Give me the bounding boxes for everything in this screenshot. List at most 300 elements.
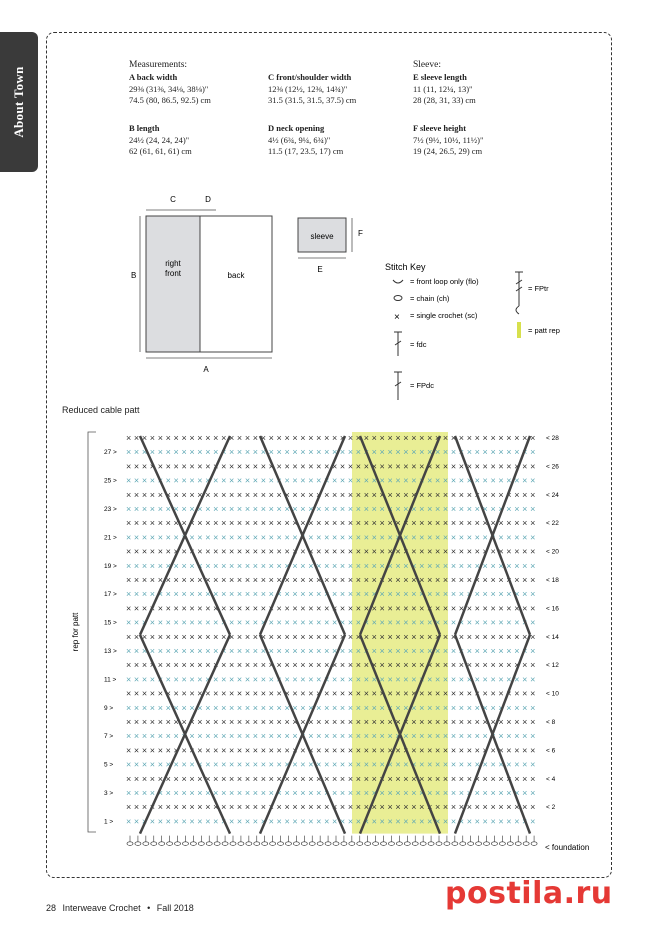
svg-text:×: × [411,518,417,529]
svg-text:×: × [260,532,266,543]
svg-text:×: × [244,489,251,500]
svg-text:×: × [221,589,227,600]
svg-text:×: × [316,631,322,642]
svg-text:×: × [141,575,148,585]
svg-text:×: × [292,660,298,671]
svg-text:×: × [442,461,449,472]
svg-text:×: × [522,518,528,529]
svg-text:×: × [482,575,488,585]
svg-text:×: × [450,816,457,827]
svg-text:×: × [332,660,338,671]
svg-text:×: × [387,518,393,529]
svg-text:×: × [181,518,187,529]
svg-text:×: × [474,660,480,671]
svg-text:×: × [324,504,330,514]
svg-text:×: × [316,702,322,713]
svg-text:×: × [347,447,354,458]
svg-text:×: × [506,731,512,742]
svg-text:×: × [308,816,314,827]
svg-text:×: × [403,802,409,813]
svg-text:×: × [308,489,314,500]
svg-text:×: × [395,560,401,571]
svg-text:×: × [284,702,290,713]
svg-text:×: × [379,489,385,500]
svg-text:×: × [133,589,140,600]
svg-text:×: × [514,617,520,628]
svg-text:×: × [506,433,512,443]
svg-text:×: × [442,773,449,784]
svg-text:×: × [387,603,393,614]
svg-text:×: × [300,773,306,784]
svg-text:×: × [403,702,409,713]
svg-text:×: × [126,773,132,784]
svg-text:×: × [141,802,148,813]
svg-text:×: × [197,447,203,458]
svg-text:×: × [221,504,227,514]
svg-text:×: × [236,603,243,614]
svg-text:×: × [403,631,409,642]
svg-text:×: × [395,788,401,798]
svg-text:×: × [229,688,235,699]
svg-text:×: × [411,745,417,756]
svg-text:×: × [355,646,362,656]
svg-text:×: × [189,702,195,713]
svg-text:×: × [197,731,203,742]
label-e: E [317,265,323,274]
svg-text:×: × [387,731,393,742]
svg-text:×: × [276,631,282,642]
svg-text:×: × [292,788,298,798]
svg-text:×: × [522,603,528,614]
svg-text:×: × [284,745,290,756]
svg-text:×: × [466,660,472,671]
svg-text:×: × [347,688,354,699]
svg-text:×: × [221,603,227,614]
svg-text:×: × [197,688,203,699]
svg-text:×: × [514,745,520,756]
svg-text:×: × [308,546,314,557]
svg-text:×: × [308,532,314,543]
svg-text:×: × [395,575,401,585]
svg-text:×: × [205,504,211,514]
svg-text:×: × [252,518,259,529]
svg-text:×: × [133,447,140,458]
svg-text:×: × [522,631,528,642]
svg-text:×: × [189,603,195,614]
svg-text:×: × [229,560,235,571]
svg-text:×: × [229,589,235,600]
svg-text:×: × [371,631,377,642]
svg-text:×: × [284,773,290,784]
svg-text:×: × [221,788,227,798]
chart-title: Reduced cable patt [62,405,140,415]
svg-text:×: × [149,788,156,798]
svg-text:×: × [133,532,140,543]
svg-text:×: × [490,660,496,671]
svg-text:×: × [363,660,369,671]
svg-text:×: × [411,631,417,642]
svg-text:×: × [324,560,330,571]
svg-text:×: × [474,717,480,727]
svg-text:×: × [268,518,274,529]
svg-text:×: × [387,759,393,770]
svg-text:×: × [387,433,393,443]
svg-text:×: × [181,433,187,443]
svg-text:×: × [157,575,163,585]
svg-text:×: × [316,504,322,514]
svg-text:×: × [133,518,140,529]
svg-text:×: × [316,731,322,742]
svg-text:×: × [189,788,195,798]
svg-text:×: × [205,433,211,443]
svg-text:×: × [514,560,520,571]
svg-text:×: × [506,546,512,557]
svg-text:×: × [126,518,132,529]
svg-text:×: × [498,631,504,642]
svg-text:×: × [189,475,195,486]
svg-text:×: × [189,631,195,642]
svg-text:×: × [490,802,496,813]
svg-text:×: × [141,702,148,713]
svg-text:×: × [324,731,330,742]
svg-text:×: × [514,575,520,585]
svg-text:×: × [379,745,385,756]
svg-text:×: × [506,631,512,642]
svg-text:×: × [284,617,290,628]
svg-text:×: × [205,617,211,628]
svg-text:×: × [435,475,441,486]
svg-text:×: × [427,773,433,784]
svg-text:×: × [490,617,496,628]
svg-text:×: × [189,731,195,742]
svg-text:×: × [229,631,235,642]
right-front-label-2: front [164,269,182,278]
svg-text:×: × [268,745,274,756]
svg-text:×: × [165,603,171,614]
svg-text:×: × [268,631,274,642]
chart-row [126,618,535,628]
svg-text:×: × [213,575,219,585]
svg-text:×: × [339,646,346,656]
svg-text:×: × [324,518,330,529]
svg-text:×: × [347,589,354,600]
svg-text:×: × [355,475,362,486]
svg-text:×: × [316,773,322,784]
svg-text:×: × [474,759,480,770]
svg-text:×: × [347,504,354,514]
svg-text:×: × [387,660,393,671]
svg-text:×: × [236,433,243,443]
svg-text:×: × [435,688,441,699]
svg-text:×: × [197,631,203,642]
svg-text:×: × [466,773,472,784]
svg-text:×: × [403,560,409,571]
svg-text:×: × [324,433,330,443]
svg-text:×: × [482,731,488,742]
svg-text:×: × [316,717,322,727]
svg-text:×: × [292,589,298,600]
row-label-right: < 16 [546,605,559,613]
svg-text:×: × [165,759,171,770]
svg-text:×: × [514,546,520,557]
svg-text:×: × [260,702,266,713]
svg-text:×: × [387,816,393,827]
svg-text:×: × [427,745,433,756]
svg-text:×: × [371,475,377,486]
svg-text:×: × [197,646,203,656]
svg-text:×: × [229,802,235,813]
key-chain: = chain (ch) [410,294,450,303]
svg-text:×: × [466,447,472,458]
svg-text:×: × [371,560,377,571]
svg-text:×: × [284,816,290,827]
svg-text:×: × [133,631,140,642]
svg-text:×: × [490,504,496,514]
svg-text:×: × [213,688,219,699]
svg-text:×: × [149,575,156,585]
svg-text:×: × [450,759,457,770]
row-label-right: < 20 [546,548,559,556]
svg-text:×: × [141,560,148,571]
svg-text:×: × [371,759,377,770]
svg-text:×: × [490,646,496,656]
svg-text:×: × [490,759,496,770]
svg-text:×: × [332,589,338,600]
svg-text:×: × [482,447,488,458]
svg-text:×: × [229,461,235,472]
svg-text:×: × [189,504,195,514]
svg-text:×: × [213,603,219,614]
svg-text:×: × [244,603,251,614]
svg-text:×: × [300,560,306,571]
svg-text:×: × [490,688,496,699]
svg-text:×: × [126,560,132,571]
svg-text:×: × [506,475,512,486]
svg-text:×: × [530,603,536,614]
svg-text:×: × [284,688,290,699]
svg-text:×: × [435,504,441,514]
svg-text:×: × [165,504,171,514]
svg-text:×: × [482,802,488,813]
svg-text:×: × [252,560,259,571]
svg-text:×: × [339,532,346,543]
svg-text:×: × [490,575,496,585]
svg-text:×: × [221,731,227,742]
svg-text:×: × [474,603,480,614]
svg-text:×: × [474,518,480,529]
svg-text:×: × [450,788,457,798]
svg-text:×: × [284,447,290,458]
svg-text:×: × [244,475,251,486]
svg-text:×: × [466,518,472,529]
svg-text:×: × [126,575,132,585]
svg-text:×: × [363,532,369,543]
svg-text:×: × [284,546,290,557]
svg-text:×: × [371,660,377,671]
svg-text:×: × [157,461,163,472]
chart-row [126,547,535,557]
svg-text:×: × [292,489,298,500]
svg-text:×: × [236,489,243,500]
chart-row [126,561,535,571]
svg-text:×: × [458,560,465,571]
svg-text:×: × [221,532,227,543]
svg-text:×: × [419,745,425,756]
svg-text:×: × [229,646,235,656]
svg-text:×: × [522,489,528,500]
svg-text:×: × [252,717,259,727]
right-front-label-1: right [165,259,181,268]
svg-text:×: × [482,631,488,642]
svg-text:×: × [213,717,219,727]
svg-text:×: × [165,560,171,571]
svg-text:×: × [450,631,457,642]
svg-text:×: × [395,802,401,813]
svg-text:×: × [419,532,425,543]
svg-text:×: × [292,433,298,443]
svg-text:×: × [332,631,338,642]
svg-text:×: × [221,688,227,699]
svg-text:×: × [458,674,465,685]
svg-text:×: × [395,475,401,486]
svg-text:×: × [149,560,156,571]
svg-text:×: × [133,745,140,756]
svg-text:×: × [403,773,409,784]
svg-text:×: × [316,617,322,628]
svg-text:×: × [252,617,259,628]
svg-text:×: × [530,518,536,529]
svg-text:×: × [284,433,290,443]
svg-text:×: × [157,773,163,784]
svg-text:×: × [442,489,449,500]
svg-text:×: × [229,532,235,543]
svg-text:×: × [522,788,528,798]
row-label-right: < 4 [546,775,556,783]
svg-text:×: × [173,816,179,827]
svg-text:×: × [221,433,227,443]
svg-text:×: × [339,674,346,685]
svg-text:×: × [284,489,290,500]
svg-text:×: × [514,759,520,770]
svg-text:×: × [498,731,504,742]
svg-text:×: × [165,816,171,827]
svg-text:×: × [236,589,243,600]
svg-text:×: × [244,532,251,543]
svg-text:×: × [395,688,401,699]
svg-text:×: × [387,560,393,571]
svg-text:×: × [197,702,203,713]
svg-text:×: × [427,433,433,443]
svg-text:×: × [133,731,140,742]
svg-text:×: × [474,631,480,642]
svg-text:×: × [435,617,441,628]
svg-text:×: × [276,759,282,770]
svg-text:×: × [363,816,369,827]
svg-text:×: × [363,603,369,614]
foundation-chain [127,836,537,846]
svg-text:×: × [165,802,171,813]
svg-text:×: × [363,518,369,529]
chart-row [126,433,535,443]
svg-text:×: × [126,674,132,685]
svg-text:×: × [292,717,298,727]
svg-text:×: × [442,589,449,600]
svg-text:×: × [221,660,227,671]
svg-text:×: × [300,504,306,514]
svg-text:×: × [363,617,369,628]
svg-text:×: × [522,589,528,600]
svg-text:×: × [379,475,385,486]
svg-text:×: × [205,489,211,500]
svg-text:×: × [324,489,330,500]
svg-text:×: × [514,802,520,813]
svg-text:×: × [149,504,156,514]
svg-text:×: × [339,731,346,742]
svg-text:×: × [522,731,528,742]
svg-text:×: × [363,731,369,742]
svg-text:×: × [355,773,362,784]
svg-text:×: × [260,603,266,614]
svg-text:×: × [300,674,306,685]
svg-text:×: × [332,788,338,798]
svg-text:×: × [133,433,140,443]
svg-text:×: × [308,433,314,443]
svg-text:×: × [379,660,385,671]
svg-text:×: × [316,461,322,472]
chart-row [126,745,535,755]
svg-text:×: × [205,603,211,614]
svg-text:×: × [490,433,496,443]
svg-text:×: × [197,433,203,443]
svg-text:×: × [466,489,472,500]
svg-text:×: × [308,589,314,600]
svg-text:×: × [181,816,187,827]
svg-text:×: × [260,461,266,472]
svg-text:×: × [252,532,259,543]
svg-text:×: × [276,816,282,827]
svg-text:×: × [403,475,409,486]
svg-text:×: × [260,518,266,529]
svg-text:×: × [355,674,362,685]
svg-text:×: × [387,646,393,656]
svg-text:×: × [181,759,187,770]
svg-text:×: × [490,475,496,486]
svg-text:×: × [450,461,457,472]
svg-text:×: × [260,731,266,742]
rep-label: rep for patt [71,612,80,652]
svg-text:×: × [252,603,259,614]
svg-text:×: × [458,461,465,472]
svg-text:×: × [165,475,171,486]
label-c: C [170,195,176,204]
svg-text:×: × [221,674,227,685]
svg-text:×: × [284,731,290,742]
svg-text:×: × [458,489,465,500]
svg-text:×: × [395,759,401,770]
svg-text:×: × [189,717,195,727]
svg-text:×: × [221,575,227,585]
svg-text:×: × [205,788,211,798]
svg-text:×: × [490,489,496,500]
svg-text:×: × [157,816,163,827]
svg-text:×: × [292,759,298,770]
svg-text:×: × [181,631,187,642]
svg-text:×: × [308,717,314,727]
svg-text:×: × [133,489,140,500]
svg-text:×: × [427,631,433,642]
svg-text:×: × [332,532,338,543]
svg-text:×: × [419,603,425,614]
